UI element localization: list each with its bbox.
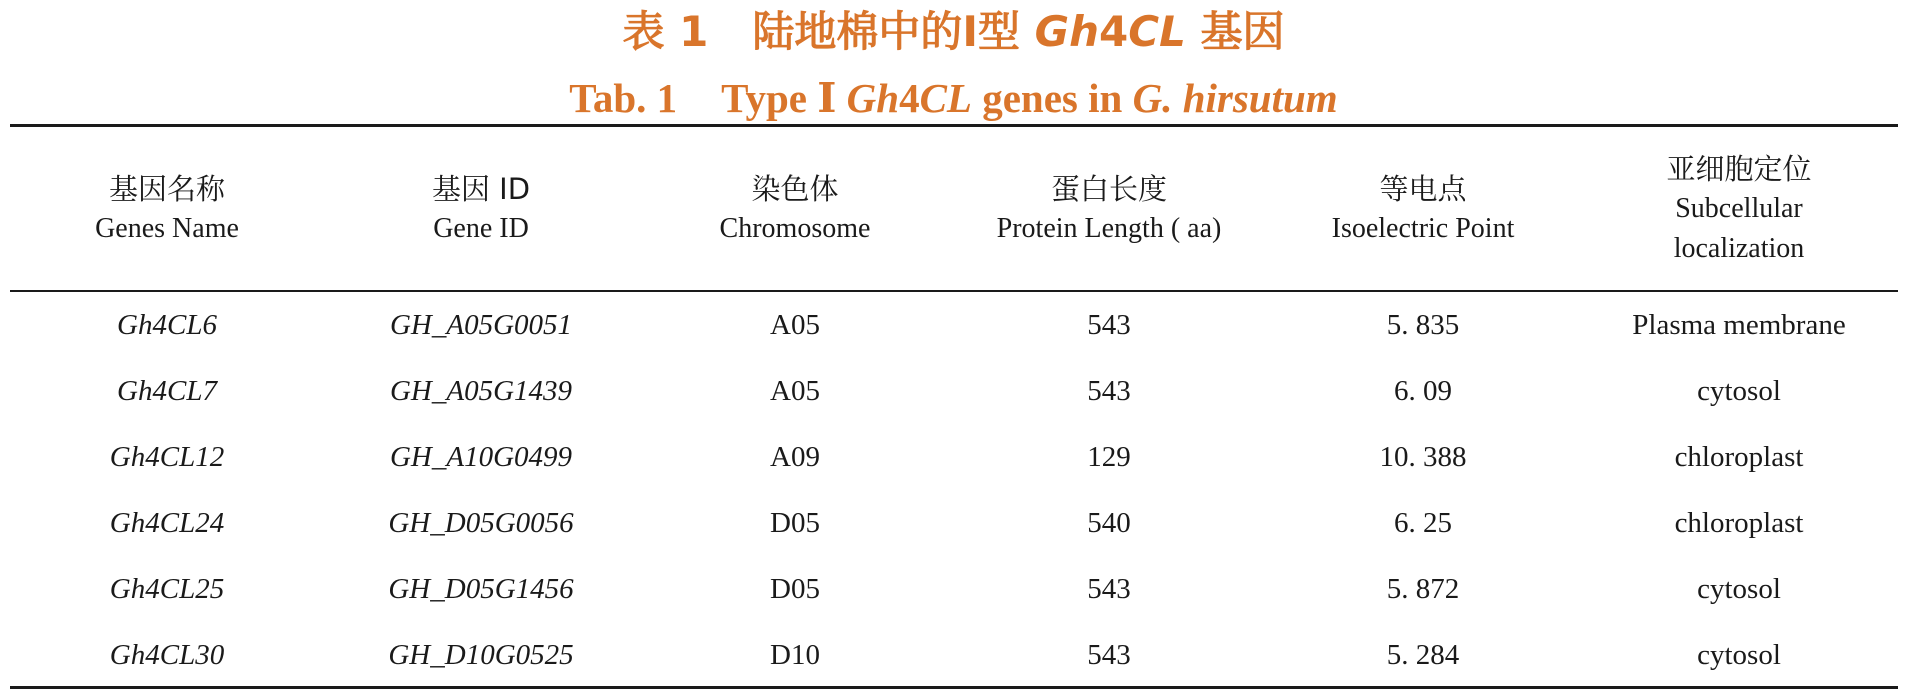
title-cn-italic: Gh bbox=[1034, 7, 1100, 56]
title-cn-main: 陆地棉中的Ⅰ型 bbox=[752, 7, 1021, 56]
title-en-italic: Gh bbox=[846, 75, 900, 121]
table-row bbox=[10, 490, 1898, 556]
localization-cell: cytosol bbox=[1697, 638, 1781, 671]
header-subcellular-localization bbox=[1580, 127, 1898, 290]
header-isoelectric-point bbox=[1266, 127, 1580, 290]
header-en: Protein Length ( aa) bbox=[996, 212, 1222, 244]
gene-name-cell: Gh4CL12 bbox=[109, 440, 225, 473]
gene-name-cell: Gh4CL25 bbox=[109, 572, 225, 605]
header-en: Genes Name bbox=[95, 212, 239, 244]
gene-name-cell: Gh4CL30 bbox=[109, 638, 225, 671]
isoelectric-point-cell: 10. 388 bbox=[1379, 440, 1467, 473]
isoelectric-point-cell: 5. 872 bbox=[1386, 572, 1460, 605]
header-gene-id bbox=[324, 127, 638, 290]
header-en: Gene ID bbox=[433, 212, 529, 244]
chromosome-cell: D05 bbox=[770, 572, 820, 605]
chromosome-cell: A05 bbox=[770, 308, 820, 341]
title-en-mid: genes in bbox=[982, 75, 1123, 121]
table-row bbox=[10, 290, 1898, 358]
gene-table bbox=[10, 127, 1898, 688]
protein-length-cell: 129 bbox=[1087, 440, 1131, 473]
gene-id-cell: GH_A10G0499 bbox=[389, 440, 573, 473]
localization-cell: chloroplast bbox=[1674, 506, 1804, 539]
header-en: Chromosome bbox=[719, 212, 871, 244]
localization-cell: cytosol bbox=[1697, 374, 1781, 407]
table-row bbox=[10, 556, 1898, 622]
header-cn: 等电点 bbox=[1379, 171, 1467, 206]
title-en-main: Type Ⅰ bbox=[721, 75, 837, 121]
title-cn-prefix: 表 1 bbox=[622, 7, 709, 56]
title-en-num: 4 bbox=[899, 75, 920, 121]
protein-length-cell: 543 bbox=[1087, 572, 1131, 605]
localization-cell: chloroplast bbox=[1674, 440, 1804, 473]
header-cn: 亚细胞定位 bbox=[1666, 151, 1812, 186]
protein-length-cell: 543 bbox=[1087, 308, 1131, 341]
gene-id-cell: GH_D05G1456 bbox=[388, 572, 574, 605]
title-cn-num: 4 bbox=[1099, 7, 1129, 56]
isoelectric-point-cell: 6. 09 bbox=[1394, 374, 1452, 407]
isoelectric-point-cell: 5. 284 bbox=[1386, 638, 1460, 671]
gene-name-cell: Gh4CL24 bbox=[109, 506, 225, 539]
title-cn-italic2: CL bbox=[1128, 7, 1186, 56]
title-cn-suffix: 基因 bbox=[1200, 7, 1285, 56]
header-protein-length bbox=[952, 127, 1266, 290]
chromosome-cell: D10 bbox=[770, 638, 820, 671]
table-title-chinese bbox=[0, 4, 1907, 60]
gene-id-cell: GH_A05G0051 bbox=[389, 308, 573, 341]
header-chromosome bbox=[638, 127, 952, 290]
header-cn: 染色体 bbox=[751, 171, 839, 206]
table-body bbox=[10, 290, 1898, 688]
chromosome-cell: A09 bbox=[770, 440, 820, 473]
gene-id-cell: GH_A05G1439 bbox=[389, 374, 573, 407]
header-en: Isoelectric Point bbox=[1331, 212, 1515, 244]
gene-name-cell: Gh4CL6 bbox=[117, 308, 217, 341]
header-en-line2: localization bbox=[1673, 232, 1805, 264]
localization-cell: cytosol bbox=[1697, 572, 1781, 605]
table-row bbox=[10, 358, 1898, 424]
title-en-prefix: Tab. 1 bbox=[569, 75, 678, 121]
table-row bbox=[10, 622, 1898, 688]
gene-id-cell: GH_D05G0056 bbox=[388, 506, 574, 539]
isoelectric-point-cell: 6. 25 bbox=[1394, 506, 1452, 539]
header-cn: 基因名称 bbox=[108, 171, 225, 206]
table-row bbox=[10, 424, 1898, 490]
isoelectric-point-cell: 5. 835 bbox=[1386, 308, 1460, 341]
chromosome-cell: A05 bbox=[770, 374, 820, 407]
title-en-species: G. hirsutum bbox=[1132, 75, 1338, 121]
protein-length-cell: 543 bbox=[1087, 638, 1131, 671]
protein-length-cell: 540 bbox=[1087, 506, 1131, 539]
protein-length-cell: 543 bbox=[1087, 374, 1131, 407]
chromosome-cell: D05 bbox=[770, 506, 820, 539]
table-title-english bbox=[0, 70, 1907, 126]
localization-cell: Plasma membrane bbox=[1632, 308, 1846, 341]
header-cn: 蛋白长度 bbox=[1050, 171, 1167, 206]
title-en-italic2: CL bbox=[919, 75, 972, 121]
header-cn: 基因 ID bbox=[431, 171, 531, 206]
header-en: Subcellular bbox=[1675, 192, 1803, 224]
gene-name-cell: Gh4CL7 bbox=[117, 374, 217, 407]
table-header-row bbox=[10, 127, 1898, 290]
gene-id-cell: GH_D10G0525 bbox=[388, 638, 574, 671]
header-genes-name bbox=[10, 127, 324, 290]
